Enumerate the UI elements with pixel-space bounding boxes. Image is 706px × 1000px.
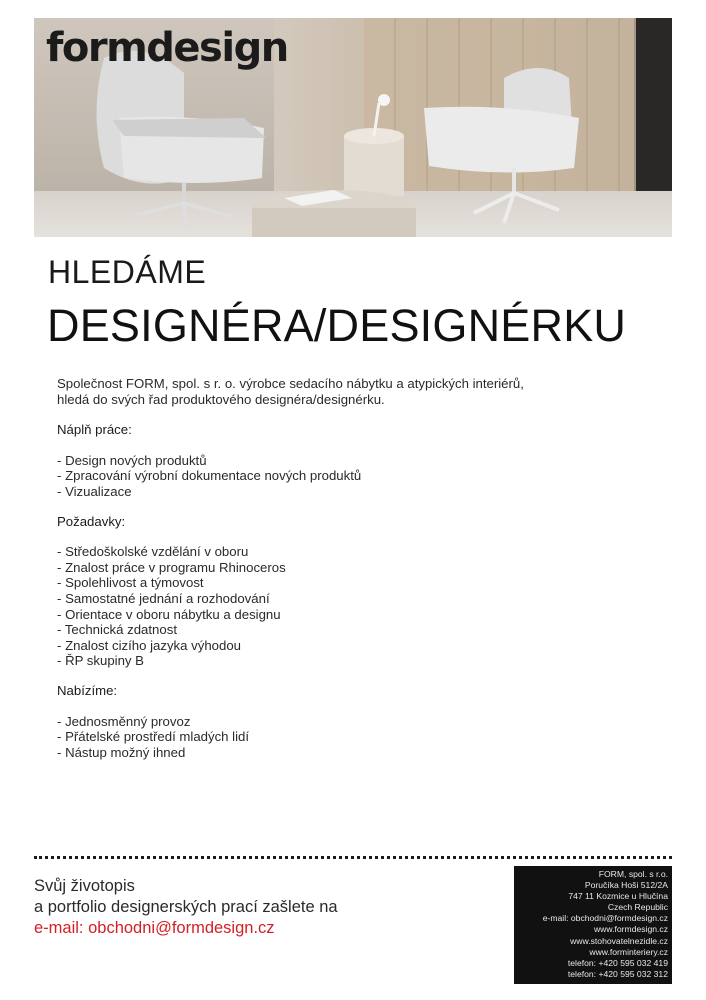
phone-number: telefon: +420 595 032 419 bbox=[567, 957, 668, 968]
side-table bbox=[344, 94, 404, 196]
list-item: - Znalost práce v programu Rhinoceros bbox=[57, 560, 617, 576]
job-description bbox=[57, 376, 617, 760]
coffee-table bbox=[252, 190, 416, 237]
list-pozadavky bbox=[57, 544, 617, 669]
cta-line-2: a portfolio designerských prací zašlete na bbox=[34, 898, 338, 916]
list-item: - Nástup možný ihned bbox=[57, 745, 617, 761]
hero-image bbox=[34, 18, 672, 237]
list-item: - Design nových produktů bbox=[57, 453, 617, 469]
list-napln bbox=[57, 453, 617, 500]
website-link[interactable]: www.stohovatelnezidle.cz bbox=[570, 935, 668, 946]
list-nabizime bbox=[57, 714, 617, 761]
address-country: Czech Republic bbox=[607, 902, 668, 913]
cta-email[interactable]: e-mail: obchodni@formdesign.cz bbox=[34, 919, 275, 937]
intro-line-2: hledá do svých řad produktového designéra/designérku. bbox=[57, 391, 385, 407]
list-item: - Přátelské prostředí mladých lidí bbox=[57, 729, 617, 745]
address-city: 747 11 Kozmice u Hlučína bbox=[568, 891, 668, 902]
phone-number: telefon: +420 595 032 312 bbox=[567, 968, 668, 979]
right-chair bbox=[424, 68, 579, 223]
left-chair bbox=[97, 51, 267, 230]
website-link[interactable]: www.formdesign.cz bbox=[593, 924, 668, 935]
list-item: - Spolehlivost a týmovost bbox=[57, 575, 617, 591]
list-item: - Jednosměnný provoz bbox=[57, 714, 617, 730]
list-item: - ŘP skupiny B bbox=[57, 653, 617, 669]
headline-small: HLEDÁME bbox=[48, 254, 207, 290]
list-item: - Středoškolské vzdělání v oboru bbox=[57, 544, 617, 560]
list-item: - Znalost cizího jazyka výhodou bbox=[57, 638, 617, 654]
list-item: - Technická zdatnost bbox=[57, 622, 617, 638]
list-item: - Orientace v oboru nábytku a designu bbox=[57, 607, 617, 623]
company-name: FORM, spol. s r.o. bbox=[598, 869, 668, 879]
list-item: - Samostatné jednání a rozhodování bbox=[57, 591, 617, 607]
headline-big: DESIGNÉRA/DESIGNÉRKU bbox=[47, 300, 627, 351]
list-item: - Zpracování výrobní dokumentace nových produktů bbox=[57, 468, 617, 484]
section-title-pozadavky: Požadavky: bbox=[57, 513, 126, 529]
application-cta bbox=[34, 876, 338, 939]
address-street: Poručíka Hoši 512/2A bbox=[584, 880, 668, 891]
formdesign-logo: formdesign bbox=[46, 25, 288, 71]
intro-line-1: Společnost FORM, spol. s r. o. výrobce sedacího nábytku a atypických interiérů, bbox=[57, 376, 524, 391]
section-title-napln: Náplň práce: bbox=[57, 422, 132, 438]
contact-box bbox=[514, 866, 672, 984]
website-link[interactable]: www.forminteriery.cz bbox=[589, 946, 668, 957]
list-item: - Vizualizace bbox=[57, 484, 617, 500]
dotted-divider bbox=[34, 856, 672, 859]
section-title-nabizime: Nabízíme: bbox=[57, 682, 118, 698]
cta-line-1: Svůj životopis bbox=[34, 877, 135, 895]
contact-email[interactable]: e-mail: obchodni@formdesign.cz bbox=[542, 913, 668, 924]
